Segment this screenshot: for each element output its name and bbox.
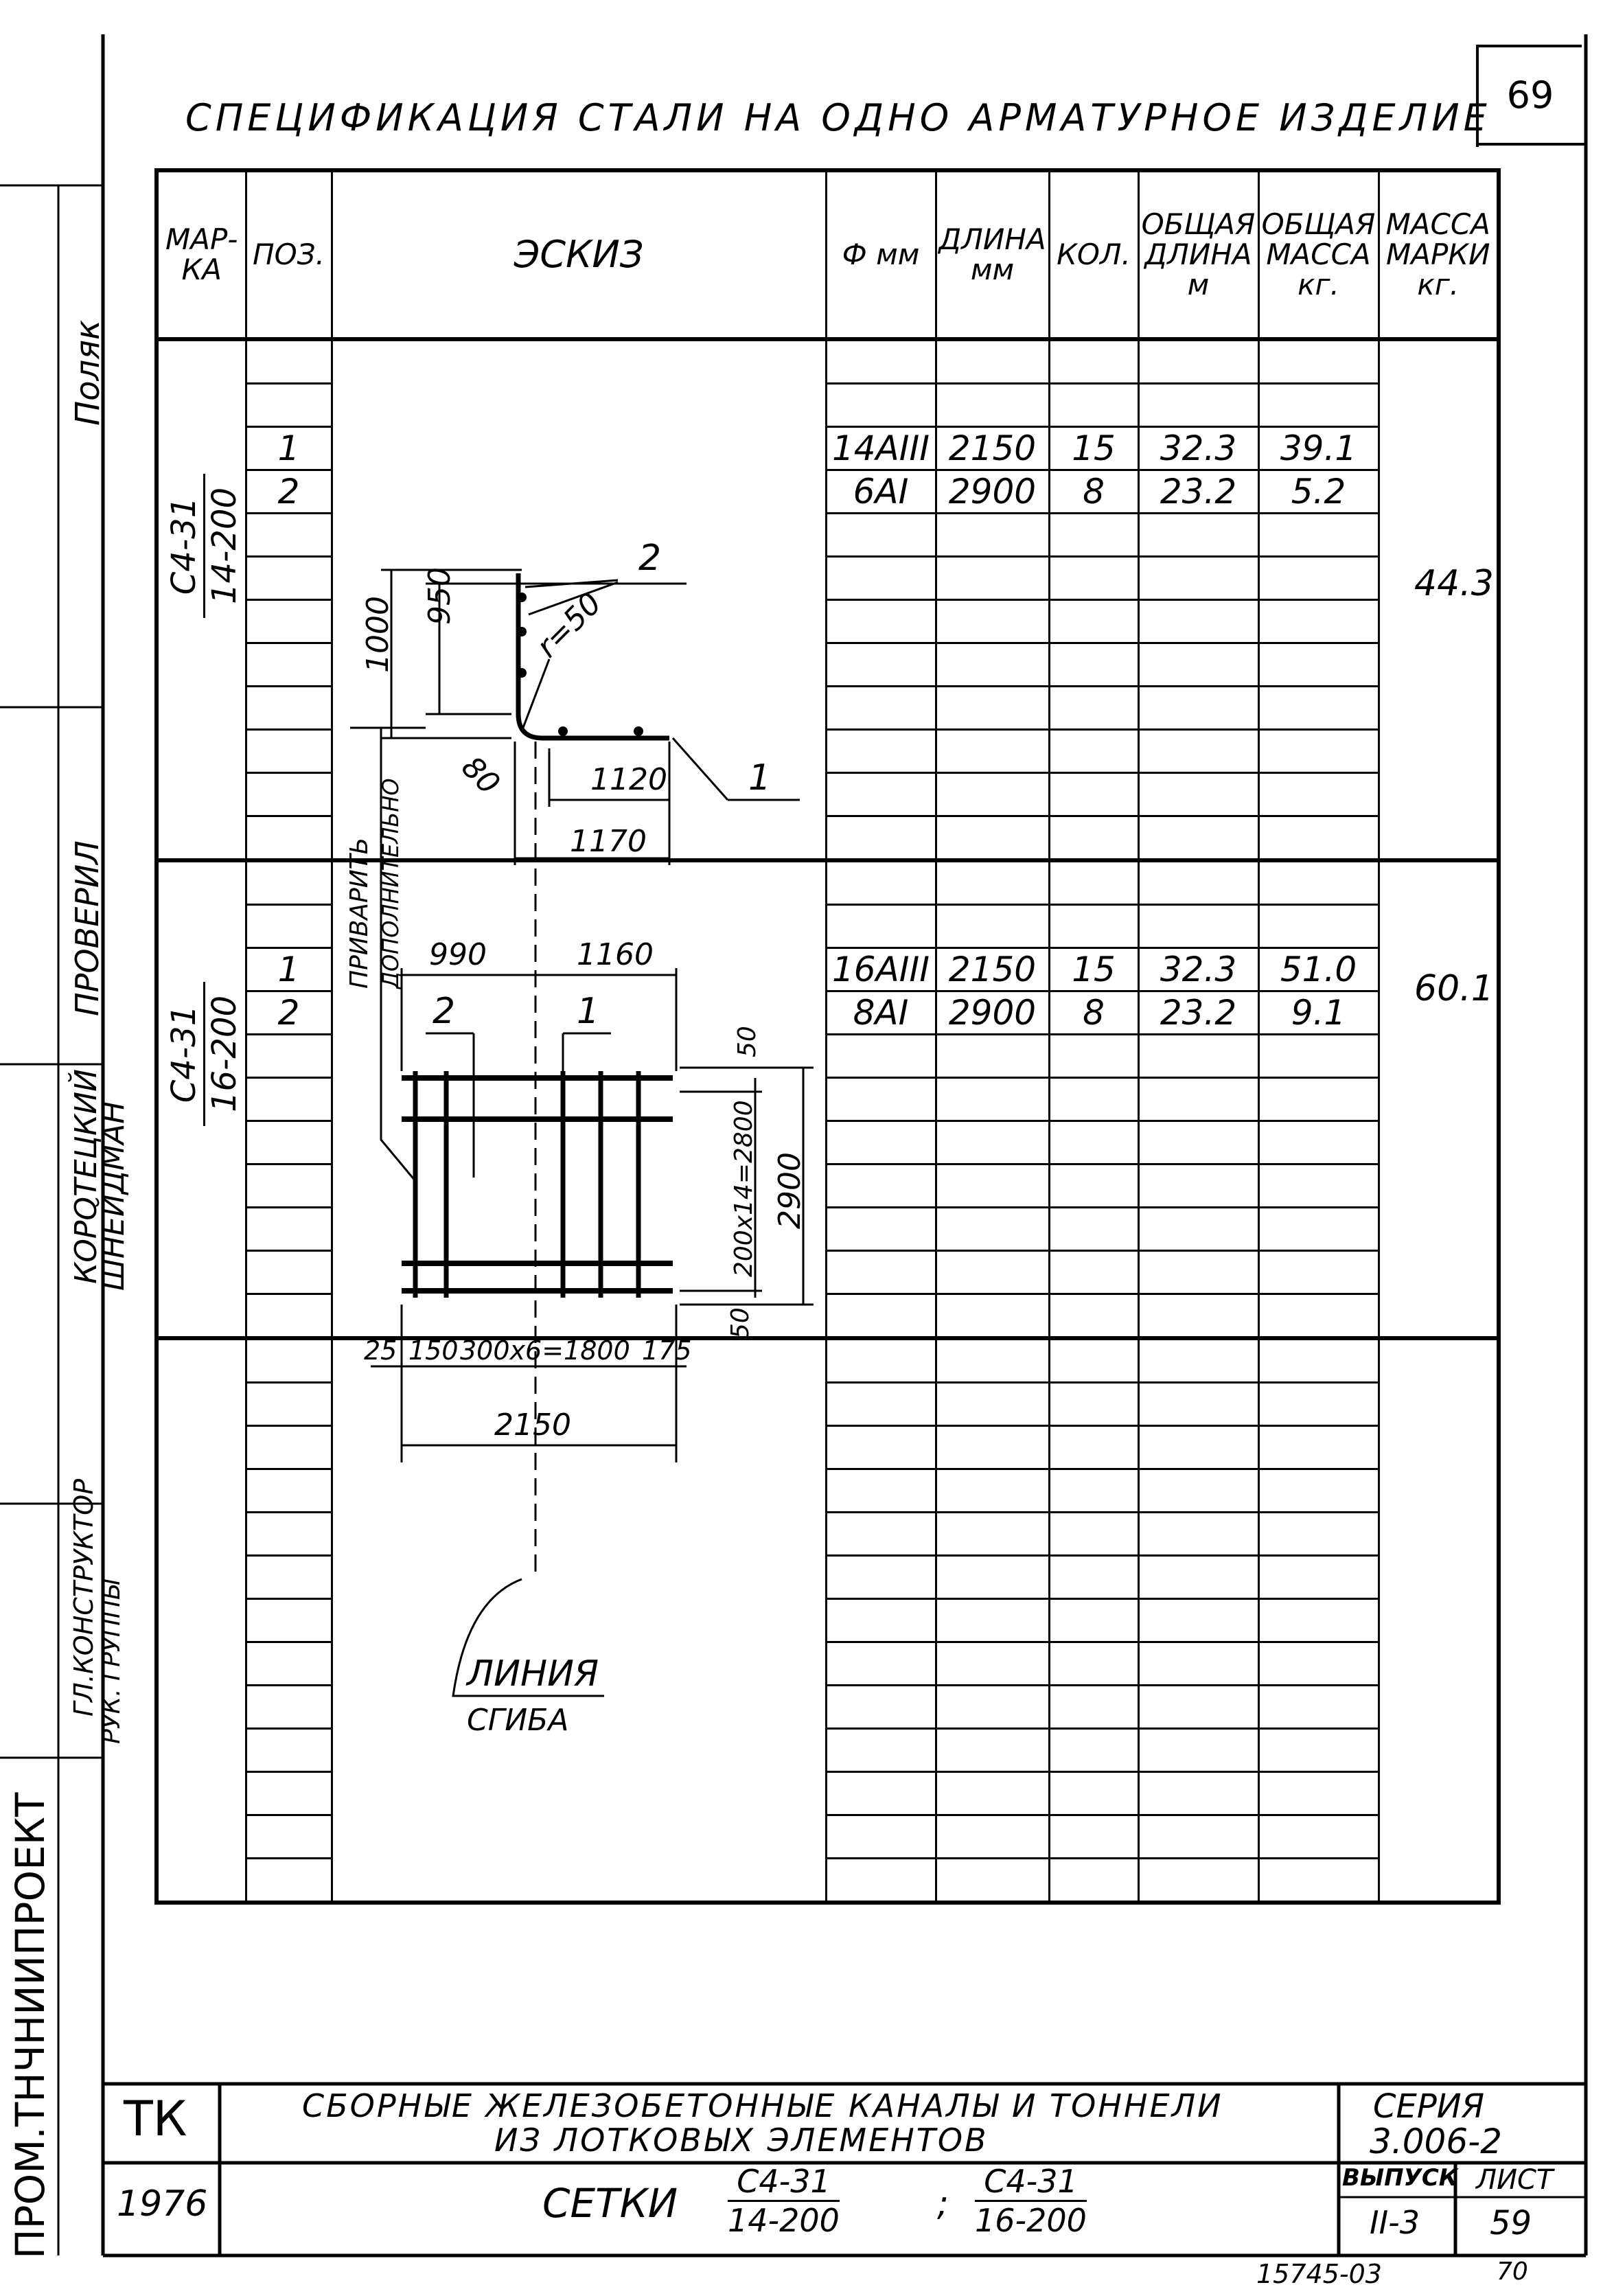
marka-1-top: С4-31	[165, 474, 205, 618]
header-marka: МАР-КА	[157, 170, 246, 339]
header-total-mass: ОБЩАЯ МАССА кг.	[1258, 170, 1379, 339]
side-polyak: Поляк	[69, 319, 107, 426]
cell-length: 2150	[936, 948, 1049, 991]
marka-2-top: С4-31	[165, 982, 205, 1126]
dim-50-bot: 50	[726, 1307, 754, 1339]
weld-note-2: ДОПОЛНИТЕЛЬНО	[378, 778, 404, 989]
header-qty: КОЛ.	[1049, 170, 1138, 339]
cell-pos: 1	[246, 948, 332, 991]
stamp-mark-2-bottom: 16-200	[975, 2202, 1087, 2239]
dim-25: 25	[364, 1335, 397, 1366]
dim-1170: 1170	[570, 824, 647, 859]
stamp-desc-1: СБОРНЫЕ ЖЕЛЕЗОБЕТОННЫЕ КАНАЛЫ И ТОННЕЛИ	[302, 2087, 1223, 2124]
header-total-length: ОБЩАЯ ДЛИНА м	[1138, 170, 1258, 339]
stamp-tk: ТК	[124, 2091, 187, 2147]
cell-total-length: 32.3	[1138, 427, 1258, 470]
cell-length: 2900	[936, 991, 1049, 1035]
header-mark-mass: МАССА МАРКИ кг.	[1379, 170, 1499, 339]
dim-1000: 1000	[360, 596, 395, 673]
mark-mass-2: 60.1	[1414, 968, 1494, 1009]
dim-1160: 1160	[577, 937, 654, 972]
cell-total-mass: 5.2	[1258, 470, 1379, 514]
page-number: 69	[1476, 45, 1582, 147]
sketch-pos1-top: 1	[748, 757, 772, 799]
header-pos: ПОЗ.	[246, 170, 332, 339]
footer-num: 70	[1497, 2258, 1528, 2286]
side-gl-konstruktor: ГЛ.КОНСТРУКТОР	[69, 1478, 99, 1717]
stamp-series-label: СЕРИЯ	[1373, 2087, 1485, 2126]
cell-diam: 6АI	[826, 470, 936, 514]
header-diam: Ф мм	[826, 170, 936, 339]
dim-80: 80	[454, 749, 507, 802]
side-org: ПРОМ.ТНЧНИИПРОЕКТ	[7, 1792, 54, 2259]
dim-200x14: 200х14=2800	[730, 1100, 758, 1277]
cell-length: 2150	[936, 427, 1049, 470]
side-proveril: ПРОВЕРИЛ	[69, 840, 106, 1016]
footer-code: 15745-03	[1256, 2259, 1382, 2289]
bend-line-label-1: ЛИНИЯ	[467, 1653, 599, 1695]
dim-50-top: 50	[733, 1026, 761, 1057]
dim-2900: 2900	[772, 1152, 807, 1229]
dim-2150: 2150	[494, 1408, 571, 1443]
stamp-list-label: ЛИСТ	[1476, 2164, 1554, 2196]
cell-qty: 15	[1049, 948, 1138, 991]
dim-175: 175	[642, 1335, 692, 1366]
stamp-mark-2-top: С4-31	[975, 2163, 1087, 2202]
dim-300x6: 300х6=1800	[460, 1335, 630, 1366]
header-sketch: ЭСКИЗ	[332, 170, 826, 339]
cell-pos: 2	[246, 470, 332, 514]
cell-total-length: 32.3	[1138, 948, 1258, 991]
cell-length: 2900	[936, 470, 1049, 514]
side-korotetsky: КОРОТЕЦКИЙ	[69, 1069, 104, 1284]
cell-qty: 8	[1049, 470, 1138, 514]
cell-qty: 8	[1049, 991, 1138, 1035]
stamp-vypusk-label: ВЫПУСК	[1342, 2164, 1458, 2192]
weld-note-1: ПРИВАРИТЬ	[345, 837, 373, 989]
marka-2-bottom: 16-200	[205, 996, 244, 1113]
sketch-pos1-mesh: 1	[577, 991, 600, 1032]
cell-pos: 1	[246, 427, 332, 470]
sketch-pos2-top: 2	[638, 538, 662, 579]
cell-qty: 15	[1049, 427, 1138, 470]
header-length: ДЛИНА мм	[936, 170, 1049, 339]
stamp-mark-2	[975, 2163, 1087, 2239]
stamp-vypusk-value: II-3	[1370, 2204, 1420, 2241]
dim-990: 990	[429, 937, 487, 972]
dim-950: 950	[422, 567, 457, 625]
stamp-sheet-title: СЕТКИ	[542, 2180, 678, 2227]
cell-diam: 8АI	[826, 991, 936, 1035]
stamp-desc-2: ИЗ ЛОТКОВЫХ ЭЛЕМЕНТОВ	[494, 2122, 989, 2159]
stamp-mark-1-bottom: 14-200	[728, 2202, 840, 2239]
cell-total-mass: 51.0	[1258, 948, 1379, 991]
dim-r50: r=50	[529, 586, 609, 665]
stamp-mark-1	[728, 2163, 840, 2239]
stamp-sep: ;	[937, 2183, 949, 2223]
cell-pos: 2	[246, 991, 332, 1035]
cell-diam: 14АIII	[826, 427, 936, 470]
side-ruk-gruppy-b: РУК. ГРУППЫ	[97, 1579, 126, 1744]
mark-mass-1: 44.3	[1414, 563, 1494, 604]
marka-1-bottom: 14-200	[205, 487, 244, 605]
cell-diam: 16АIII	[826, 948, 936, 991]
stamp-list-value: 59	[1490, 2204, 1532, 2242]
stamp-year: 1976	[117, 2183, 208, 2225]
sketch-pos2-mesh: 2	[433, 991, 456, 1032]
stamp-mark-1-top: С4-31	[728, 2163, 840, 2202]
bend-line-label-2: СГИБА	[467, 1703, 569, 1738]
stamp-series-value: 3.006-2	[1370, 2122, 1502, 2161]
side-sheydman-b: ШНЕЙДМАН	[96, 1101, 131, 1291]
cell-total-mass: 9.1	[1258, 991, 1379, 1035]
dim-1120: 1120	[590, 762, 667, 797]
page-title: СПЕЦИФИКАЦИЯ СТАЛИ НА ОДНО АРМАТУРНОЕ ИЗДЕЛИЕ	[185, 96, 1491, 139]
cell-total-mass: 39.1	[1258, 427, 1379, 470]
dim-150: 150	[408, 1335, 459, 1366]
cell-total-length: 23.2	[1138, 470, 1258, 514]
cell-total-length: 23.2	[1138, 991, 1258, 1035]
